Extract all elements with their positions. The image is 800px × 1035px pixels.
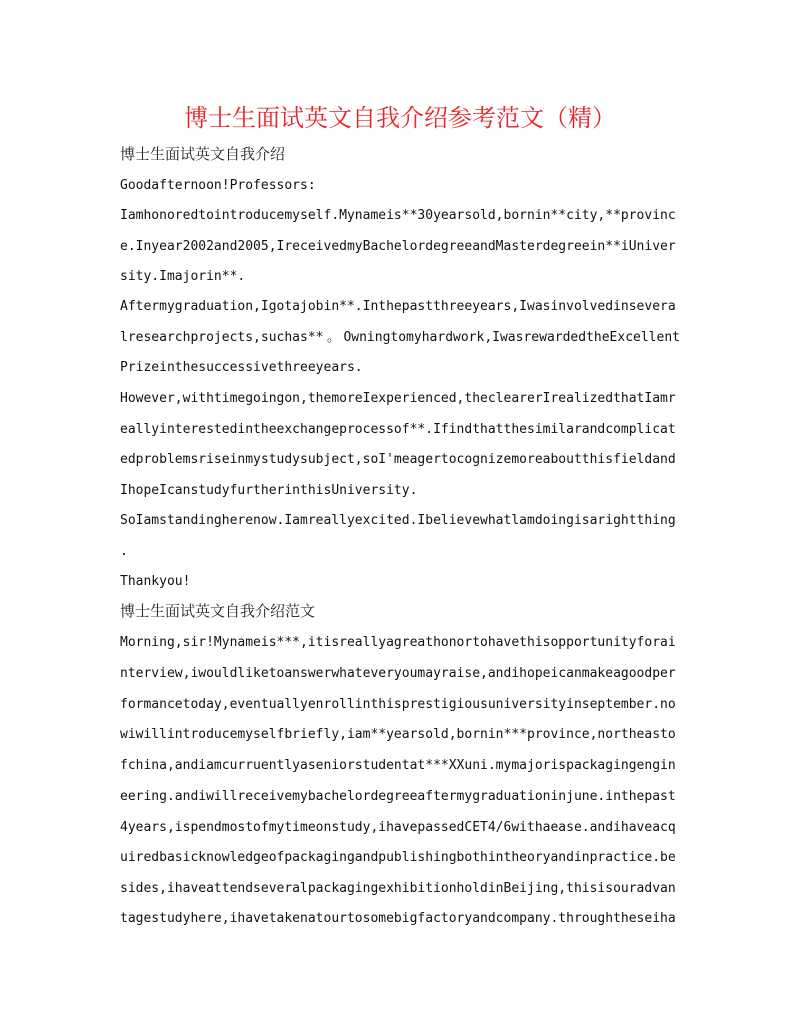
greeting-line: Goodafternoon!Professors:: [120, 178, 316, 193]
paragraph-line: sity.Imajorin**.: [120, 269, 246, 284]
paragraph-line: lresearchprojects,suchas**。Owningtomyhardwork,IwasrewardedtheExcellent: [120, 330, 680, 345]
section-heading-sample: 博士生面试英文自我介绍范文: [120, 602, 316, 620]
section-heading-self-intro: 博士生面试英文自我介绍: [120, 145, 286, 163]
paragraph-line: Aftermygraduation,Igotajobin**.Inthepastthreeyears,Iwasinvolvedinsevera: [120, 299, 676, 314]
paragraph-line: wiwillintroducemyselfbriefly,iam**yearsold,bornin***province,northeasto: [120, 727, 676, 742]
paragraph-line: 4years,ispendmostofmytimeonstudy,ihavepassedCET4/6withaease.andihaveacq: [120, 820, 676, 835]
paragraph-line: SoIamstandingherenow.Iamreallyexcited.Ibelievewhatlamdoingisarightthing: [120, 513, 676, 528]
document-title: 博士生面试英文自我介绍参考范文（精）: [184, 104, 616, 132]
paragraph-line: eering.andiwillreceivemybachelordegreeaftermygraduationinjune.inthepast: [120, 789, 676, 804]
paragraph-line: edproblemsriseinmystudysubject,soI'meagertocognizemoreaboutthisfieldand: [120, 452, 676, 467]
paragraph-line: nterview,iwouldliketoanswerwhateveryoumayraise,andihopeicanmakeagoodper: [120, 666, 676, 681]
paragraph-line: .: [120, 544, 128, 559]
paragraph-line: sides,ihaveattendseveralpackagingexhibitionholdinBeijing,thisisouradvan: [120, 881, 676, 896]
paragraph-line: formancetoday,eventuallyenrollinthisprestigiousuniversityinseptember.no: [120, 697, 676, 712]
closing-line: Thankyou!: [120, 574, 191, 589]
paragraph-line: tagestudyhere,ihavetakenatourtosomebigfactoryandcompany.throughtheseiha: [120, 911, 676, 926]
paragraph-line: However,withtimegoingon,themoreIexperienced,theclearerIrealizedthatIamr: [120, 391, 676, 406]
paragraph-line: IhopeIcanstudyfurtherinthisUniversity.: [120, 483, 418, 498]
paragraph-line: e.Inyear2002and2005,IreceivedmyBachelordegreeandMasterdegreein**iUniver: [120, 239, 676, 254]
paragraph-line: Iamhonoredtointroducemyself.Mynameis**30yearsold,bornin**city,**provinc: [120, 208, 676, 223]
paragraph-line: uiredbasicknowledgeofpackagingandpublishingbothintheoryandinpractice.be: [120, 850, 676, 865]
paragraph-line: fchina,andiamcurruentlyaseniorstudentat***XXuni.mymajorispackagingengin: [120, 758, 676, 773]
paragraph-line: Prizeinthesuccessivethreeyears.: [120, 360, 363, 375]
paragraph-line: Morning,sir!Mynameis***,itisreallyagreathonortohavethisopportunityforai: [120, 635, 676, 650]
paragraph-line: eallyinterestedintheexchangeprocessof**.Ifindthatthesimilarandcomplicat: [120, 422, 676, 437]
